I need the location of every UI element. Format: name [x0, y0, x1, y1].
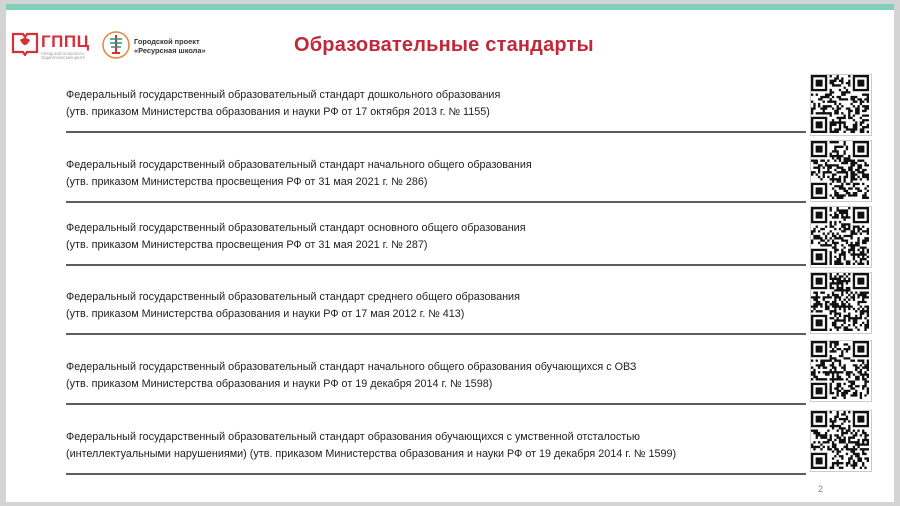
project-label-line2: «Ресурсная школа»	[134, 46, 206, 55]
resource-school-logo-icon	[101, 30, 131, 60]
qr-code-icon[interactable]	[810, 140, 872, 202]
standard-item-primary	[66, 157, 806, 203]
standard-title: Федеральный государственный образовательный стандарт начального общего образования	[66, 159, 532, 171]
standard-approval: (утв. приказом Министерства просвещения РФ от 31 мая 2021 г. № 287)	[66, 239, 428, 251]
qr-code-icon[interactable]	[810, 340, 872, 402]
slide	[6, 4, 894, 502]
project-label-line1: Городской проект	[134, 37, 200, 46]
standard-title: Федеральный государственный образовательный стандарт дошкольного образования	[66, 89, 501, 101]
standard-item-intellectual	[66, 429, 806, 475]
gppc-logo	[11, 30, 97, 66]
qr-code-icon[interactable]	[810, 74, 872, 136]
qr-code-icon[interactable]	[810, 206, 872, 268]
standard-approval: (интеллектуальными нарушениями) (утв. приказом Министерства образования и науки РФ от 19 декабря 2014 г. № 1599)	[66, 448, 677, 460]
project-label	[134, 37, 206, 55]
page-title: Образовательные стандарты	[294, 34, 594, 56]
standard-title: Федеральный государственный образовательный стандарт основного общего образования	[66, 222, 526, 234]
standard-title: Федеральный государственный образовательный стандарт среднего общего образования	[66, 291, 520, 303]
standard-approval: (утв. приказом Министерства образования и науки РФ от 19 декабря 2014 г. № 1598)	[66, 378, 493, 390]
standard-approval: (утв. приказом Министерства образования и науки РФ от 17 мая 2012 г. № 413)	[66, 308, 465, 320]
standard-item-secondary	[66, 289, 806, 335]
standard-approval: (утв. приказом Министерства просвещения РФ от 31 мая 2021 г. № 286)	[66, 176, 428, 188]
standard-title: Федеральный государственный образовательный стандарт начального общего образования обучающихся с ОВЗ	[66, 361, 637, 373]
standard-item-preschool	[66, 87, 806, 133]
qr-code-icon[interactable]	[810, 410, 872, 472]
top-accent-bar	[6, 4, 894, 10]
standard-item-basic	[66, 220, 806, 266]
qr-code-icon[interactable]	[810, 272, 872, 334]
page-number: 2	[818, 484, 824, 494]
gppc-book-icon	[11, 30, 39, 56]
standard-approval: (утв. приказом Министерства образования и науки РФ от 17 октября 2013 г. № 1155)	[66, 106, 490, 118]
gppc-logo-subtitle: ГОРОДСКОЙ ПСИХОЛОГО-ПЕДАГОГИЧЕСКИЙ ЦЕНТР	[41, 52, 86, 60]
gppc-logo-text: ГППЦ	[41, 32, 90, 51]
standard-title: Федеральный государственный образовательный стандарт образования обучающихся с умственной отсталостью	[66, 431, 640, 443]
standard-item-ovz	[66, 359, 806, 405]
